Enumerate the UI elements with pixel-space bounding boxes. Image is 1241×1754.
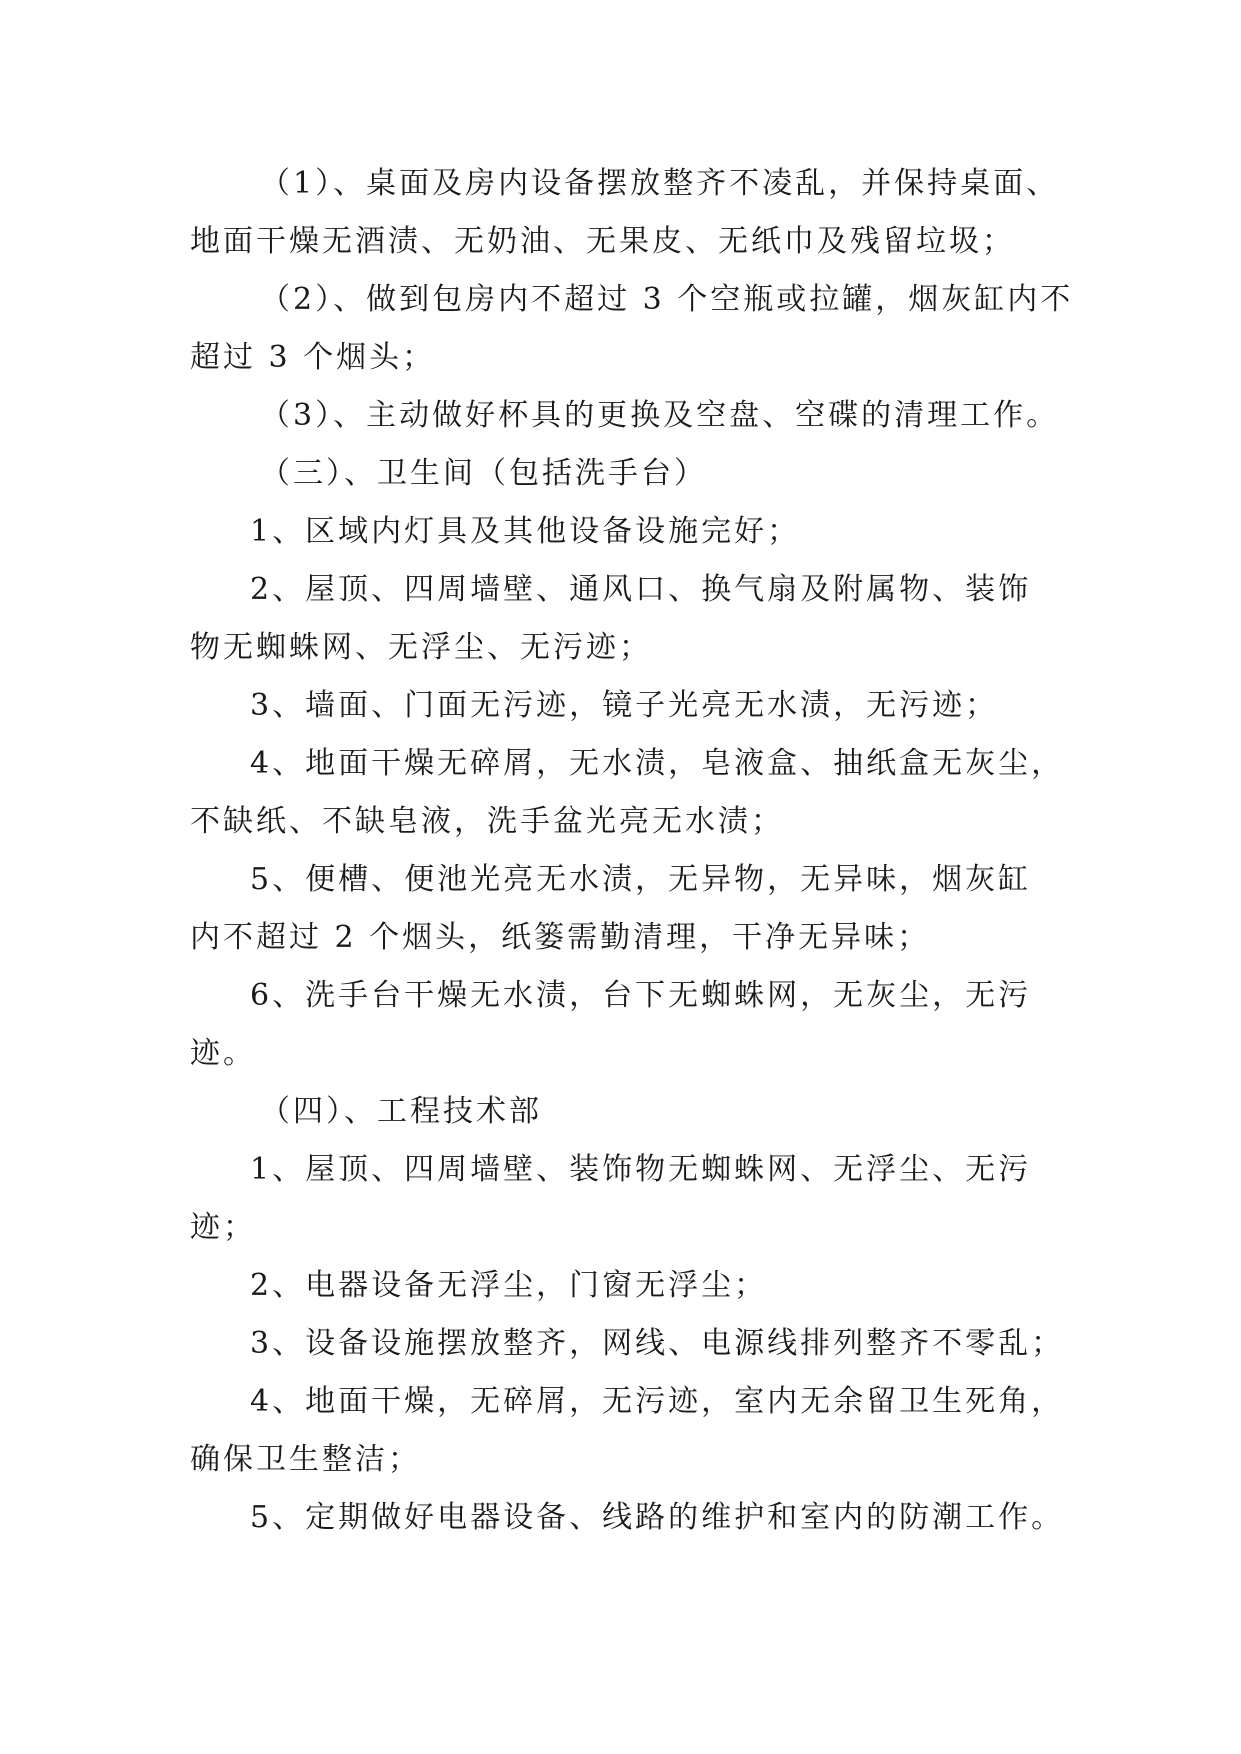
paragraph-line: 迹； xyxy=(190,1210,256,1245)
paragraph-line: 4、地面干燥无碎屑，无水渍，皂液盒、抽纸盒无灰尘， xyxy=(250,746,1065,781)
section-heading: （三）、卫生间（包括洗手台） xyxy=(260,456,707,491)
paragraph-line: 迹。 xyxy=(190,1036,256,1071)
paragraph-line: 超过 3 个烟头； xyxy=(190,340,436,375)
paragraph-line: 3、墙面、门面无污迹，镜子光亮无水渍，无污迹； xyxy=(250,688,999,723)
paragraph-line: 5、便槽、便池光亮无水渍，无异物，无异味，烟灰缸 xyxy=(250,862,1032,897)
paragraph-line: 1、区域内灯具及其他设备设施完好； xyxy=(250,514,801,549)
paragraph-line: 2、屋顶、四周墙壁、通风口、换气扇及附属物、装饰 xyxy=(250,572,1032,607)
paragraph-line: 内不超过 2 个烟头，纸篓需勤清理，干净无异味； xyxy=(190,920,931,955)
paragraph-line: 地面干燥无酒渍、无奶油、无果皮、无纸巾及残留垃圾； xyxy=(190,224,1015,259)
paragraph-line: （2）、做到包房内不超过 3 个空瓶或拉罐，烟灰缸内不 xyxy=(260,282,1074,317)
paragraph-line: 3、设备设施摆放整齐，网线、电源线排列整齐不零乱； xyxy=(250,1326,1065,1361)
paragraph-line: 2、电器设备无浮尘，门窗无浮尘； xyxy=(250,1268,768,1303)
paragraph-line: 5、定期做好电器设备、线路的维护和室内的防潮工作。 xyxy=(250,1500,1065,1535)
paragraph-line: 4、地面干燥，无碎屑，无污迹，室内无余留卫生死角， xyxy=(250,1384,1065,1419)
paragraph-line: （1）、桌面及房内设备摆放整齐不凌乱，并保持桌面、 xyxy=(260,166,1060,201)
paragraph-line: 1、屋顶、四周墙壁、装饰物无蜘蛛网、无浮尘、无污 xyxy=(250,1152,1032,1187)
document-body xyxy=(190,155,1074,1547)
section-heading: （四）、工程技术部 xyxy=(260,1094,542,1129)
paragraph-line: （3）、主动做好杯具的更换及空盘、空碟的清理工作。 xyxy=(260,398,1060,433)
paragraph-line: 6、洗手台干燥无水渍，台下无蜘蛛网，无灰尘，无污 xyxy=(250,978,1032,1013)
paragraph-line: 物无蜘蛛网、无浮尘、无污迹； xyxy=(190,630,652,665)
paragraph-line: 不缺纸、不缺皂液，洗手盆光亮无水渍； xyxy=(190,804,784,839)
paragraph-line: 确保卫生整洁； xyxy=(190,1442,421,1477)
